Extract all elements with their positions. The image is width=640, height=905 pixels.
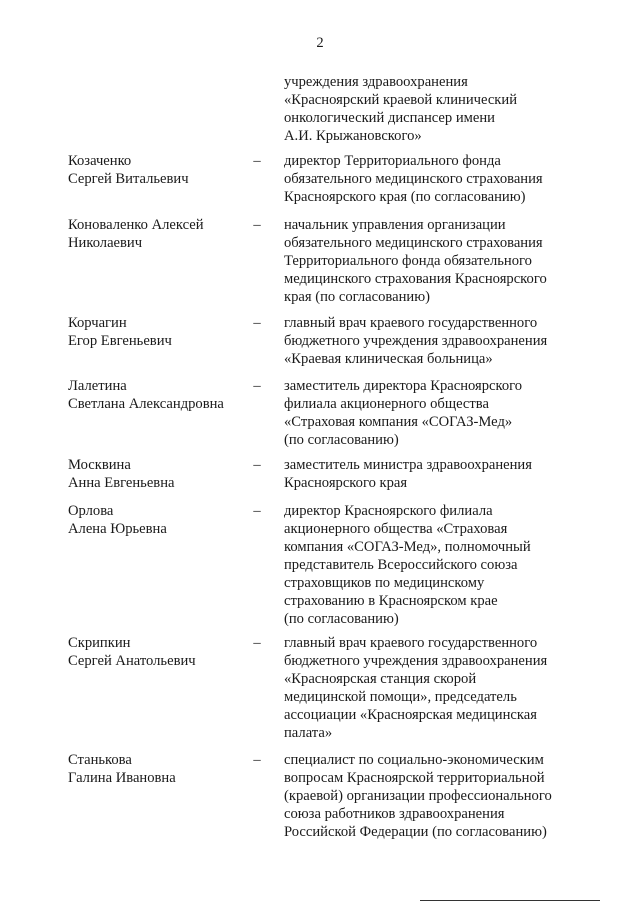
role-line: филиала акционерного общества: [284, 396, 489, 412]
member-role: [284, 216, 584, 306]
page-number: 2: [316, 35, 324, 51]
role-line: страхованию в Красноярском крае: [284, 593, 498, 609]
role-line: союза работников здравоохранения: [284, 806, 505, 822]
member-role: [284, 152, 584, 206]
dash-separator: –: [253, 378, 261, 394]
member-role: [284, 634, 584, 742]
role-line: бюджетного учреждения здравоохранения: [284, 333, 548, 349]
role-line: акционерного общества «Страховая: [284, 521, 508, 537]
member-role: [284, 377, 584, 449]
role-line: заместитель директора Красноярского: [284, 378, 523, 394]
role-line: медицинского страхования Красноярского: [284, 271, 547, 287]
member-name: [68, 216, 243, 252]
role-line: директор Территориального фонда: [284, 153, 501, 169]
member-given-names: Галина Ивановна: [68, 770, 176, 786]
role-line: бюджетного учреждения здравоохранения: [284, 653, 548, 669]
role-line: (краевой) организации профессионального: [284, 788, 552, 804]
role-line: «Краевая клиническая больница»: [284, 351, 493, 367]
role-line: вопросам Красноярской территориальной: [284, 770, 545, 786]
member-surname: Орлова: [68, 503, 114, 519]
role-line: ассоциации «Красноярская медицинская: [284, 707, 537, 723]
dash-separator: –: [253, 217, 261, 233]
continued-role-text: [284, 73, 584, 145]
member-given-names: Сергей Анатольевич: [68, 653, 196, 669]
member-given-names: Анна Евгеньевна: [68, 475, 175, 491]
member-name: [68, 634, 243, 670]
role-line: палата»: [284, 725, 333, 741]
member-name: [68, 377, 243, 413]
role-line: директор Красноярского филиала: [284, 503, 493, 519]
member-surname: Станькова: [68, 752, 132, 768]
member-given-names: Алена Юрьевна: [68, 521, 167, 537]
dash-separator: –: [253, 503, 261, 519]
dash-separator: –: [253, 635, 261, 651]
member-name: [68, 502, 243, 538]
role-line: главный врач краевого государственного: [284, 635, 538, 651]
role-line: А.И. Крыжановского»: [284, 128, 422, 144]
role-line: учреждения здравоохранения: [284, 74, 468, 90]
member-surname: Корчагин: [68, 315, 127, 331]
role-line: обязательного медицинского страхования: [284, 235, 543, 251]
member-name: [68, 152, 243, 188]
member-role: [284, 314, 584, 368]
dash-separator: –: [253, 315, 261, 331]
member-given-names: Сергей Витальевич: [68, 171, 189, 187]
member-surname: Москвина: [68, 457, 131, 473]
role-line: медицинской помощи», председатель: [284, 689, 517, 705]
member-role: [284, 751, 584, 841]
role-line: «Красноярская станция скорой: [284, 671, 477, 687]
member-surname: Скрипкин: [68, 635, 131, 651]
role-line: Территориального фонда обязательного: [284, 253, 532, 269]
role-line: (по согласованию): [284, 611, 399, 627]
member-role: [284, 456, 584, 492]
role-line: компания «СОГАЗ-Мед», полномочный: [284, 539, 531, 555]
dash-separator: –: [253, 752, 261, 768]
member-surname: Козаченко: [68, 153, 132, 169]
member-role: [284, 502, 584, 628]
role-line: начальник управления организации: [284, 217, 506, 233]
member-surname: Лалетина: [68, 378, 127, 394]
role-line: заместитель министра здравоохранения: [284, 457, 532, 473]
role-line: главный врач краевого государственного: [284, 315, 538, 331]
member-name: [68, 456, 243, 492]
role-line: представитель Всероссийского союза: [284, 557, 518, 573]
dash-separator: –: [253, 457, 261, 473]
role-line: страховщиков по медицинскому: [284, 575, 485, 591]
role-line: онкологический диспансер имени: [284, 110, 495, 126]
member-given-names: Егор Евгеньевич: [68, 333, 172, 349]
member-name: [68, 751, 243, 787]
bottom-rule-divider: [420, 900, 600, 901]
role-line: «Красноярский краевой клинический: [284, 92, 518, 108]
member-surname: Коноваленко Алексей: [68, 217, 204, 233]
role-line: края (по согласованию): [284, 289, 430, 305]
member-given-names: Николаевич: [68, 235, 143, 251]
role-line: «Страховая компания «СОГАЗ-Мед»: [284, 414, 513, 430]
role-line: Красноярского края: [284, 475, 408, 491]
dash-separator: –: [253, 153, 261, 169]
role-line: обязательного медицинского страхования: [284, 171, 543, 187]
member-given-names: Светлана Александровна: [68, 396, 224, 412]
role-line: Российской Федерации (по согласованию): [284, 824, 547, 840]
member-name: [68, 314, 243, 350]
role-line: Красноярского края (по согласованию): [284, 189, 526, 205]
role-line: специалист по социально-экономическим: [284, 752, 544, 768]
role-line: (по согласованию): [284, 432, 399, 448]
